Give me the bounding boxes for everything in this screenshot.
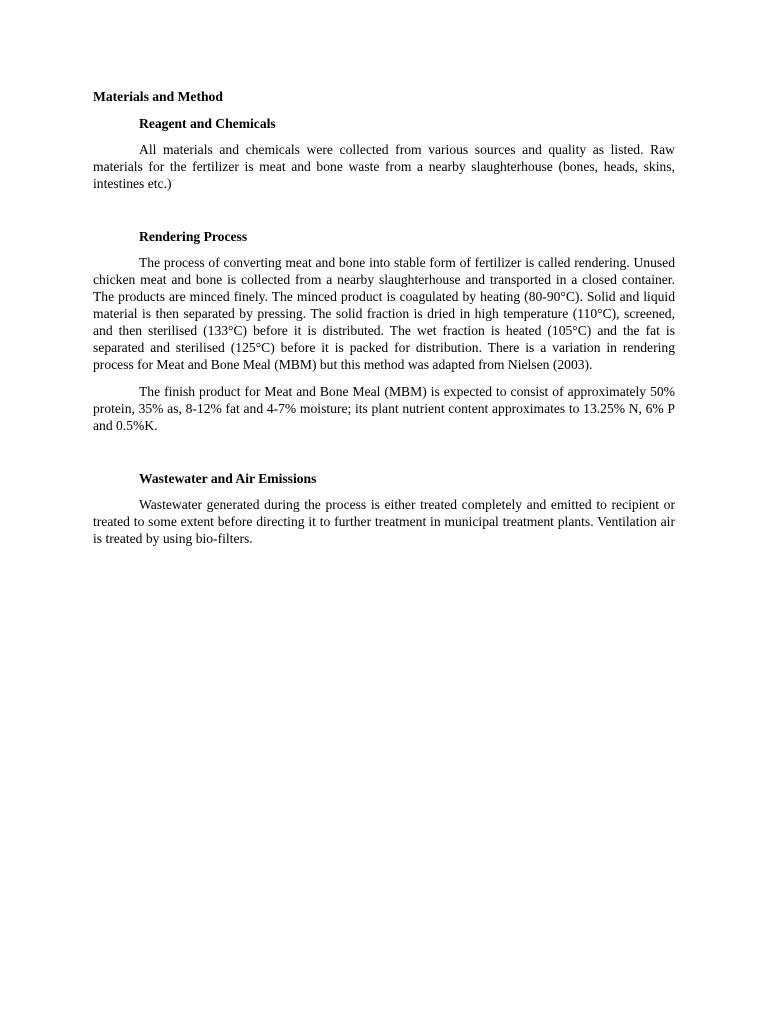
paragraph-rendering-2: The finish product for Meat and Bone Meal (MBM) is expected to consist of approximately 50% protein, 35% as, 8-12% fat and 4-7% moisture; its plant nutrient content approximates to 13.25% N, 6% P and 0.5%K. (93, 384, 675, 433)
section-heading-materials-and-method: Materials and Method (93, 89, 223, 104)
paragraph-wastewater: Wastewater generated during the process is either treated completely and emitted to recipient or treated to some extent before directing it to further treatment in municipal treatment plants. Ventilation air is treated by using bio-filters. (93, 497, 675, 546)
subsection-title-rendering: Rendering Process (139, 229, 248, 244)
paragraph-rendering-1: The process of converting meat and bone into stable form of fertilizer is called rendering. Unused chicken meat and bone is collected from a nearby slaughterhouse and transported in a closed container. The products are minced finely. The minced product is coagulated by heating (80-90°C). Solid and liquid material is then separated by pressing. The solid fraction is dried in high temperature (110°C), screened, and then sterilised (133°C) before it is distributed. The wet fraction is heated (105°C) and the fat is separated and sterilised (125°C) before it is packed for distribution. There is a variation in rendering process for Meat and Bone Meal (MBM) but this method was adapted from Nielsen (2003). (93, 255, 675, 372)
subsection-title-reagent: Reagent and Chemicals (139, 116, 276, 131)
paragraph-reagent: All materials and chemicals were collected from various sources and quality as listed. Raw materials for the fertilizer is meat and bone waste from a nearby slaughterhouse (bones, heads, skins, intestines etc.) (93, 142, 675, 191)
subsection-title-wastewater: Wastewater and Air Emissions (139, 471, 317, 486)
document-page (93, 88, 675, 547)
